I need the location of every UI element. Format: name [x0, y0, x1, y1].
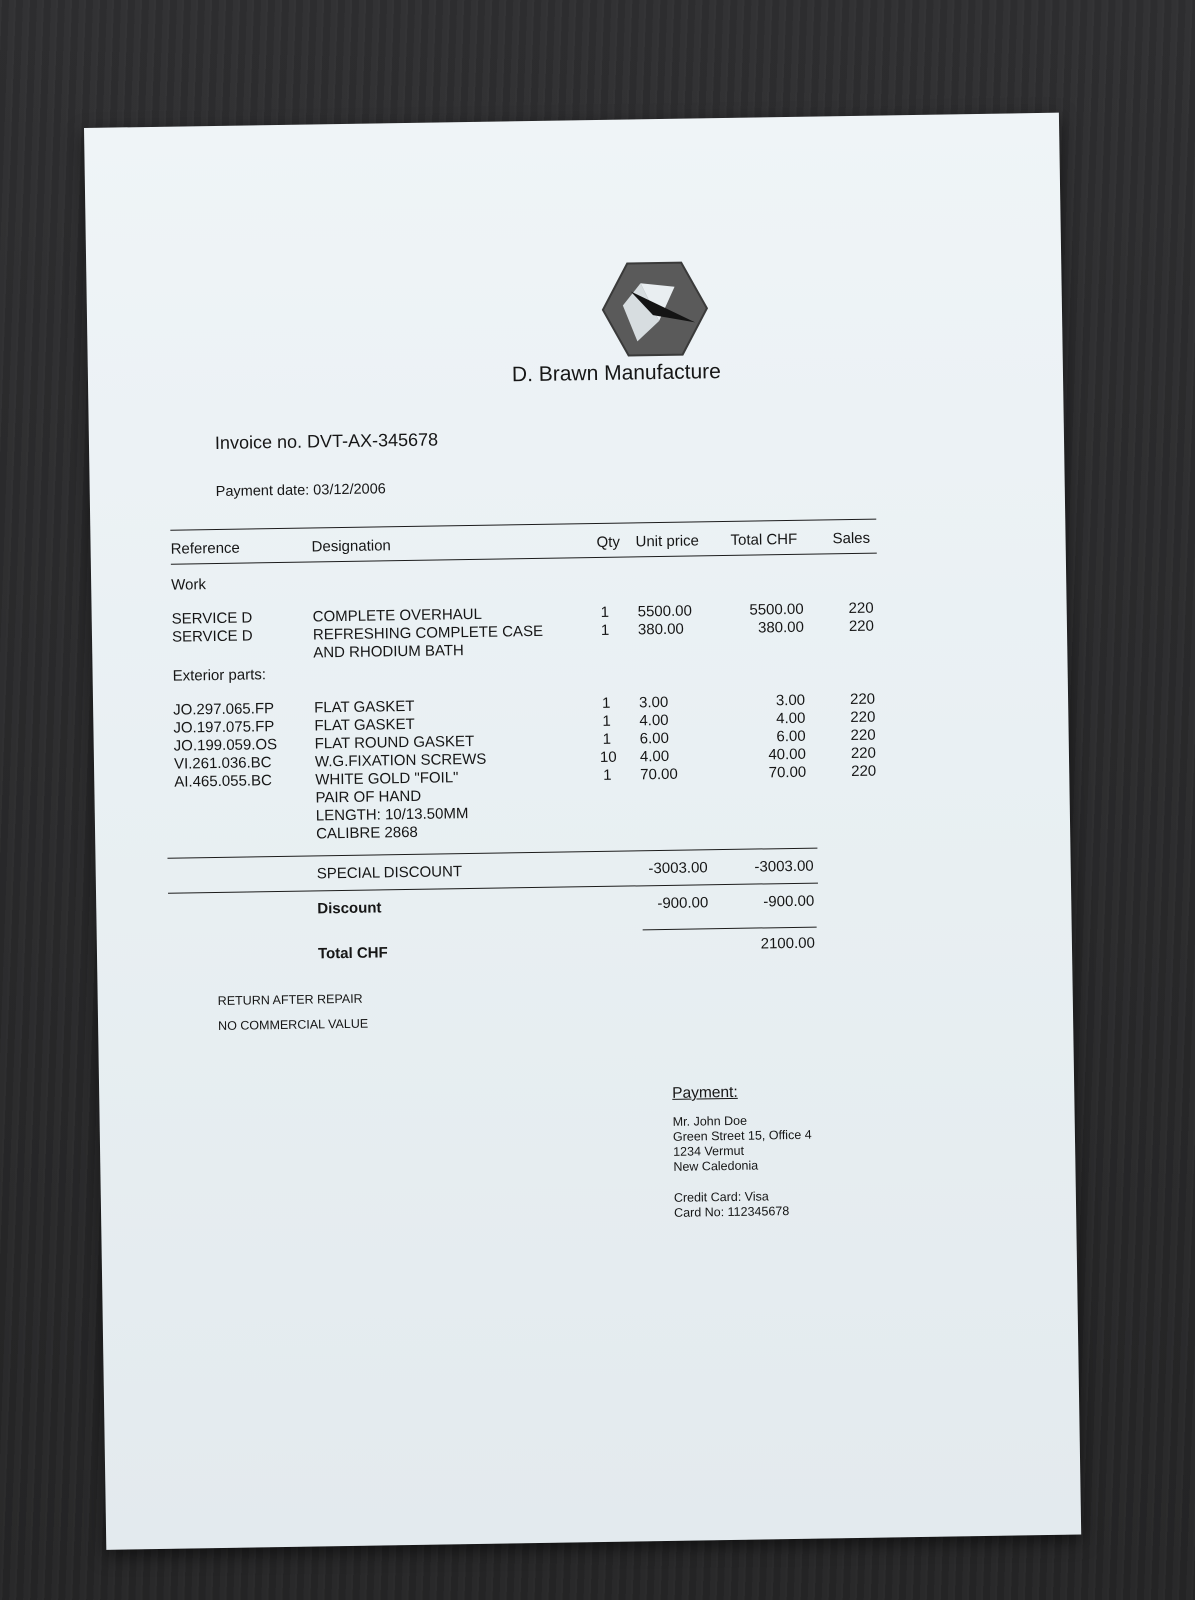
discount-label: Discount	[317, 899, 382, 918]
payment-street: Green Street 15, Office 4	[672, 1127, 812, 1144]
cell-sales: 220	[851, 762, 877, 781]
cell-total: 40.00	[768, 745, 807, 764]
cell-total: 4.00	[776, 709, 806, 728]
discount-unit: -900.00	[657, 894, 709, 913]
company-name: D. Brawn Manufacture	[511, 360, 722, 387]
cell-designation: FLAT GASKET	[314, 697, 415, 717]
grand-total-label: Total CHF	[317, 944, 388, 963]
header-bottom-rule	[171, 553, 877, 565]
cell-unit-price: 380.00	[637, 620, 684, 639]
payment-card-type: Credit Card: Visa	[673, 1189, 769, 1205]
payment-date: Payment date: 03/12/2006	[215, 481, 386, 500]
cell-qty: 1	[603, 766, 612, 784]
grand-total-value: 2100.00	[760, 934, 816, 953]
cell-unit-price: 70.00	[640, 765, 678, 784]
cell-sales: 220	[849, 690, 876, 709]
header-top-rule	[170, 519, 876, 531]
invoice-number: Invoice no. DVT-AX-345678	[214, 429, 439, 453]
cell-designation-continued: LENGTH: 10/13.50MM	[315, 805, 469, 825]
cell-reference: JO.197.075.FP	[173, 718, 275, 737]
discount-top-rule	[168, 883, 818, 894]
note-return-after-repair: RETURN AFTER REPAIR	[217, 991, 363, 1009]
cell-reference: VI.261.036.BC	[173, 754, 272, 773]
cell-sales: 220	[848, 599, 874, 618]
col-header-qty: Qty	[596, 533, 621, 551]
cell-unit-price: 6.00	[639, 729, 669, 748]
cell-qty: 1	[600, 603, 610, 621]
discount-total: -900.00	[763, 892, 815, 911]
cell-qty: 10	[599, 748, 617, 766]
cell-total: 70.00	[768, 763, 807, 782]
cell-designation: WHITE GOLD "FOIL"	[315, 769, 459, 789]
col-header-sales: Sales	[832, 529, 871, 548]
cell-total: 6.00	[776, 727, 806, 746]
cell-qty: 1	[600, 621, 610, 639]
cell-reference: JO.297.065.FP	[173, 700, 275, 719]
cell-reference: AI.465.055.BC	[174, 772, 272, 791]
cell-reference: SERVICE D	[171, 627, 253, 646]
cell-sales: 220	[850, 726, 876, 745]
section-exterior-label: Exterior parts:	[172, 666, 267, 685]
cell-designation: COMPLETE OVERHAUL	[312, 605, 483, 626]
cell-total: 3.00	[775, 691, 806, 710]
col-header-designation: Designation	[311, 537, 391, 556]
cell-total: 380.00	[757, 618, 805, 637]
cell-unit-price: 5500.00	[637, 602, 693, 621]
special-discount-label: SPECIAL DISCOUNT	[316, 863, 463, 883]
payment-title: Payment:	[672, 1083, 738, 1102]
col-header-reference: Reference	[170, 539, 240, 558]
cell-designation: FLAT GASKET	[314, 715, 415, 735]
cell-total: 5500.00	[749, 600, 804, 619]
total-rule	[643, 927, 817, 931]
cell-sales: 220	[848, 617, 875, 636]
cell-designation-continued: AND RHODIUM BATH	[313, 642, 464, 662]
cell-sales: 220	[850, 744, 877, 763]
col-header-total-chf: Total CHF	[730, 530, 798, 549]
cell-designation: REFRESHING COMPLETE CASE	[312, 622, 544, 644]
payment-country: New Caledonia	[673, 1158, 759, 1174]
cell-qty: 1	[602, 712, 611, 730]
payment-city: 1234 Vermut	[673, 1143, 745, 1159]
cell-qty: 1	[601, 694, 611, 712]
payment-name: Mr. John Doe	[672, 1113, 748, 1129]
cell-designation-continued: PAIR OF HAND	[315, 787, 422, 807]
payment-card-number: Card No: 112345678	[674, 1204, 790, 1220]
cell-unit-price: 4.00	[639, 711, 669, 730]
note-no-commercial-value: NO COMMERCIAL VALUE	[218, 1016, 369, 1034]
special-discount-top-rule	[167, 848, 817, 859]
cell-reference: SERVICE D	[171, 609, 253, 628]
company-logo	[600, 260, 709, 358]
cell-designation: FLAT ROUND GASKET	[314, 732, 475, 753]
cell-designation: W.G.FIXATION SCREWS	[314, 750, 487, 771]
special-discount-total: -3003.00	[754, 857, 814, 876]
cell-designation-continued: CALIBRE 2868	[315, 823, 418, 843]
cell-qty: 1	[602, 730, 612, 748]
cell-reference: JO.199.059.OS	[173, 736, 278, 755]
col-header-unit-price: Unit price	[635, 532, 700, 551]
cell-unit-price: 4.00	[639, 747, 670, 766]
section-work-label: Work	[171, 576, 207, 594]
cell-sales: 220	[850, 708, 876, 727]
cell-unit-price: 3.00	[638, 693, 669, 712]
special-discount-unit: -3003.00	[648, 859, 708, 878]
invoice-paper	[84, 113, 1081, 1550]
